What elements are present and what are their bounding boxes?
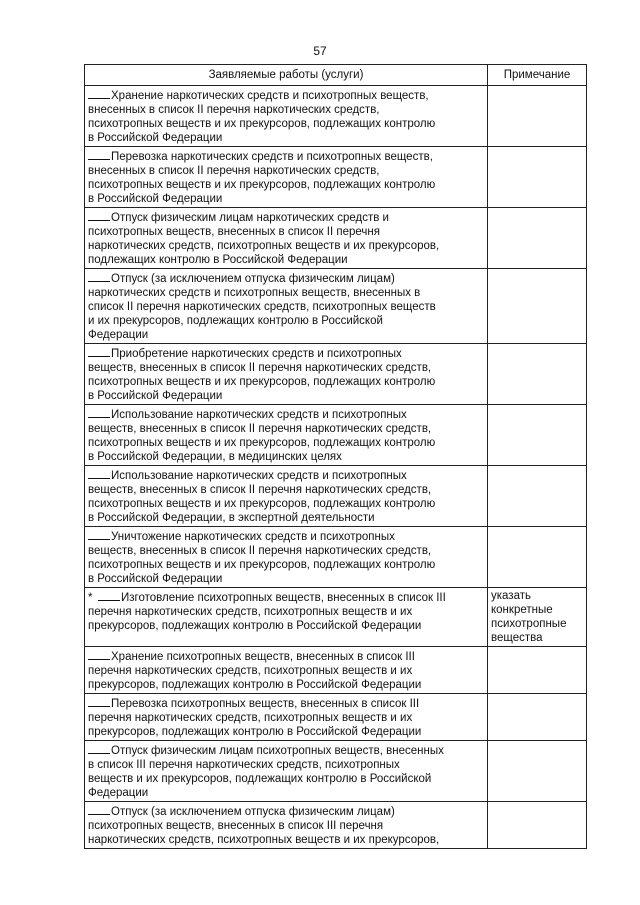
- table-row: [85, 344, 587, 405]
- service-cell: [85, 647, 488, 694]
- table-row: [85, 588, 587, 647]
- table-row: [85, 741, 587, 802]
- service-cell: [85, 86, 488, 147]
- service-cell: [85, 208, 488, 269]
- checkbox-blank[interactable]: [88, 148, 110, 160]
- table-row: [85, 527, 587, 588]
- table-row: [85, 694, 587, 741]
- service-cell: [85, 741, 488, 802]
- service-cell: [85, 405, 488, 466]
- service-text: Перевозка психотропных веществ, внесенных в список III перечня наркотических средств, психотропных веществ и их прекурсоров, подлежащих контролю в Российской Федерации: [88, 698, 422, 738]
- note-cell: [488, 147, 587, 208]
- service-text: Отпуск физическим лицам наркотических средств и психотропных веществ, внесенных в список II перечня наркотических средств, психотропных веществ и их прекурсоров, подлежащих контролю в Российской Федерации: [88, 212, 440, 266]
- checkbox-blank[interactable]: [88, 406, 110, 418]
- table-row: [85, 147, 587, 208]
- service-text: Хранение психотропных веществ, внесенных в список III перечня наркотических средств, психотропных веществ и их прекурсоров, подлежащих контролю в Российской Федерации: [88, 651, 422, 691]
- note-cell: [488, 86, 587, 147]
- checkbox-blank[interactable]: [88, 803, 110, 815]
- page-number: 57: [313, 44, 327, 58]
- service-text: Перевозка наркотических средств и психотропных веществ, внесенных в список II перечня наркотических средств, психотропных веществ и их прекурсоров, подлежащих контролю в Российской Федерации: [88, 151, 436, 205]
- service-text: Хранение наркотических средств и психотропных веществ, внесенных в список II перечня наркотических средств, психотропных веществ и их прекурсоров, подлежащих контролю в Российской Федерации: [88, 90, 436, 144]
- table-row: [85, 86, 587, 147]
- note-cell: [488, 208, 587, 269]
- service-text: Использование наркотических средств и психотропных веществ, внесенных в список II перечня наркотических средств, психотропных веществ и их прекурсоров, подлежащих контролю в Российской Федерации, в экспертной деятельности: [88, 470, 436, 524]
- table-row: [85, 405, 587, 466]
- checkbox-blank[interactable]: [88, 270, 110, 282]
- note-cell: [488, 694, 587, 741]
- note-cell: [488, 405, 587, 466]
- row-marker: *: [88, 592, 93, 604]
- note-cell: указать конкретные психотропные вещества: [488, 588, 587, 647]
- table-row: [85, 647, 587, 694]
- checkbox-blank[interactable]: [88, 209, 110, 221]
- service-cell: [85, 588, 488, 647]
- service-cell: [85, 527, 488, 588]
- service-cell: [85, 694, 488, 741]
- services-table: [84, 64, 587, 849]
- service-cell: [85, 269, 488, 344]
- note-cell: [488, 466, 587, 527]
- checkbox-blank[interactable]: [88, 528, 110, 540]
- service-text: Отпуск (за исключением отпуска физическим лицам) психотропных веществ, внесенных в список III перечня наркотических средств, психотропных веществ и их прекурсоров,: [88, 806, 440, 846]
- table-header-row: [85, 65, 587, 86]
- service-cell: [85, 344, 488, 405]
- note-cell: [488, 527, 587, 588]
- service-cell: [85, 802, 488, 849]
- service-text: Приобретение наркотических средств и психотропных веществ, внесенных в список II перечня наркотических средств, психотропных веществ и их прекурсоров, подлежащих контролю в Российской Федерации: [88, 348, 436, 402]
- note-cell: [488, 269, 587, 344]
- service-cell: [85, 147, 488, 208]
- checkbox-blank[interactable]: [88, 467, 110, 479]
- service-text: Отпуск (за исключением отпуска физическим лицам) наркотических средств и психотропных веществ, внесенных в список II перечня наркотических средств, психотропных веществ и их прекурсоров, подлежащих контролю в Российской Федерации: [88, 273, 436, 341]
- table-row: [85, 466, 587, 527]
- checkbox-blank[interactable]: [98, 589, 120, 601]
- service-text: Уничтожение наркотических средств и психотропных веществ, внесенных в список II перечня наркотических средств, психотропных веществ и их прекурсоров, подлежащих контролю в Российской Федерации: [88, 531, 436, 585]
- table-row: [85, 269, 587, 344]
- note-cell: [488, 741, 587, 802]
- checkbox-blank[interactable]: [88, 87, 110, 99]
- service-text: Отпуск физическим лицам психотропных веществ, внесенных в список III перечня наркотических средств, психотропных веществ и их прекурсоров, подлежащих контролю в Российской Федерации: [88, 745, 444, 799]
- service-text: Использование наркотических средств и психотропных веществ, внесенных в список II перечня наркотических средств, психотропных веществ и их прекурсоров, подлежащих контролю в Российской Федерации, в медицинских целях: [88, 409, 436, 463]
- service-text: Изготовление психотропных веществ, внесенных в список III перечня наркотических средств, психотропных веществ и их прекурсоров, подлежащих контролю в Российской Федерации: [88, 592, 446, 632]
- table-row: [85, 208, 587, 269]
- table-row: [85, 802, 587, 849]
- note-cell: [488, 802, 587, 849]
- note-cell: [488, 344, 587, 405]
- checkbox-blank[interactable]: [88, 648, 110, 660]
- note-cell: [488, 647, 587, 694]
- service-cell: [85, 466, 488, 527]
- checkbox-blank[interactable]: [88, 695, 110, 707]
- checkbox-blank[interactable]: [88, 742, 110, 754]
- header-note: Примечание: [488, 65, 587, 86]
- header-services: Заявляемые работы (услуги): [85, 65, 488, 86]
- checkbox-blank[interactable]: [88, 345, 110, 357]
